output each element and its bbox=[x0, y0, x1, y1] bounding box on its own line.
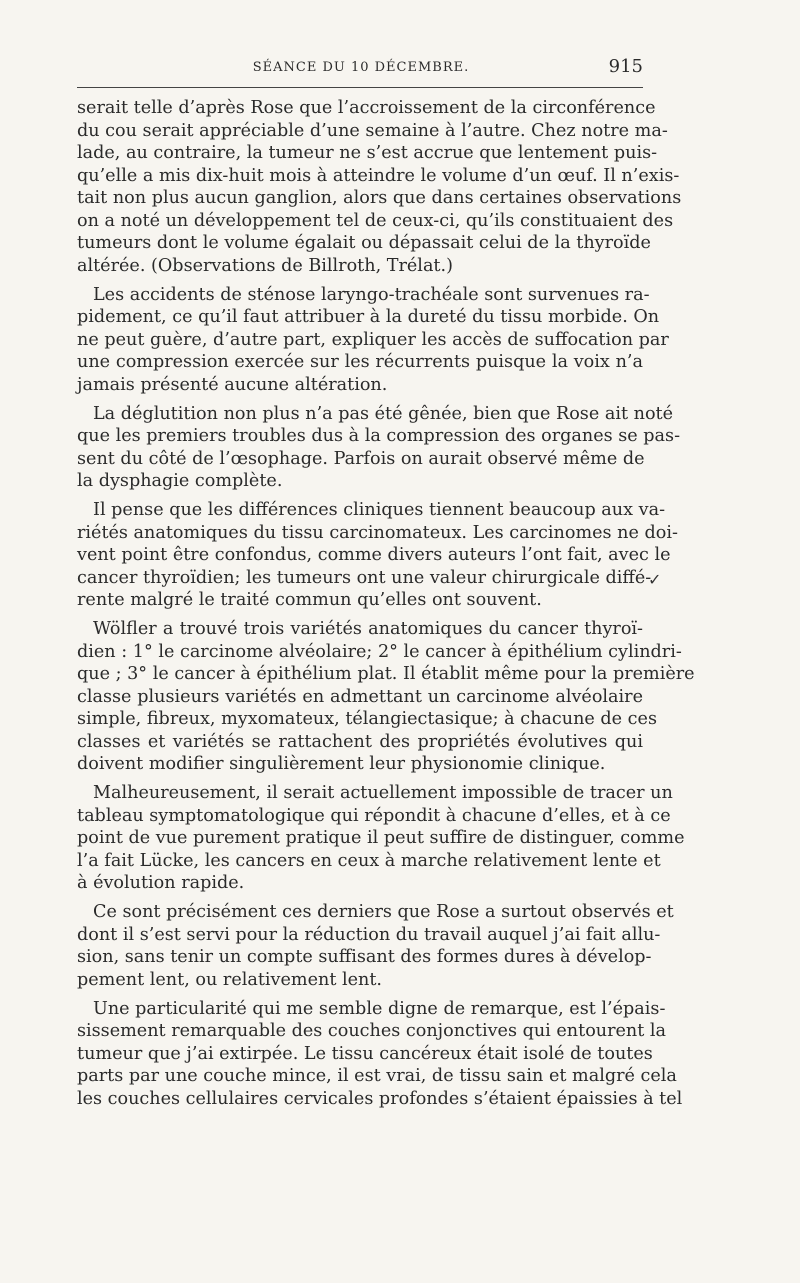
running-title: SÉANCE DU 10 DÉCEMBRE. bbox=[252, 60, 470, 75]
text-line: sissement remarquable des couches conjonctives qui entourent la bbox=[77, 1021, 667, 1041]
text-line: que les premiers troubles dus à la compression des organes se pas- bbox=[77, 426, 681, 446]
text-line: jamais présenté aucune altération. bbox=[77, 374, 388, 395]
text-line: Une particularité qui me semble digne de remarque, est l’épais- bbox=[93, 998, 666, 1019]
text-line: tableau symptomatologique qui répondit à chacune d’elles, et à ce bbox=[77, 805, 671, 826]
paragraph bbox=[77, 998, 683, 1111]
text-line: les couches cellulaires cervicales profondes s’étaient épaissies à tel bbox=[77, 1088, 683, 1109]
text-line: sion, sans tenir un compte suffisant des formes dures à dévelop- bbox=[77, 947, 652, 967]
text-line: lade, au contraire, la tumeur ne s’est accrue que lentement puis- bbox=[77, 143, 658, 163]
text-line: rente malgré le traité commun qu’elles ont souvent. bbox=[77, 590, 542, 610]
text-line: dont il s’est servi pour la réduction du travail auquel j’ai fait allu- bbox=[77, 924, 661, 945]
text-line: Les accidents de sténose laryngo-trachéale sont survenues ra- bbox=[93, 284, 650, 305]
paragraph bbox=[77, 618, 695, 776]
paragraph bbox=[77, 499, 678, 612]
header-rule bbox=[77, 87, 643, 88]
text-line: serait telle d’après Rose que l’accroissement de la circonférence bbox=[77, 98, 656, 118]
text-line: tumeurs dont le volume égalait ou dépassait celui de la thyroïde bbox=[77, 233, 651, 253]
text-line: tumeur que j’ai extirpée. Le tissu cancéreux était isolé de toutes bbox=[77, 1043, 653, 1064]
text-line: Ce sont précisément ces derniers que Rose a surtout observés et bbox=[93, 902, 674, 922]
text-line: pidement, ce qu’il faut attribuer à la dureté du tissu morbide. On bbox=[77, 307, 660, 327]
text-line: pement lent, ou relativement lent. bbox=[77, 969, 383, 990]
text-line: la dysphagie complète. bbox=[77, 471, 283, 491]
text-line: Il pense que les différences cliniques tiennent beaucoup aux va- bbox=[93, 500, 666, 520]
text-line: qu’elle a mis dix-huit mois à atteindre le volume d’un œuf. Il n’exis- bbox=[77, 165, 680, 186]
paragraph bbox=[77, 782, 685, 895]
paragraph bbox=[77, 901, 674, 991]
text-line: l’a fait Lücke, les cancers en ceux à marche relativement lente et bbox=[77, 850, 661, 871]
text-line: que ; 3° le cancer à épithélium plat. Il établit même pour la première bbox=[77, 664, 695, 684]
text-line: on a noté un développement tel de ceux-ci, qu’ils constituaient des bbox=[77, 210, 674, 231]
page-number: 915 bbox=[608, 56, 643, 77]
text-line: classes et variétés se rattachent des propriétés évolutives qui bbox=[77, 731, 643, 752]
text-line: ne peut guère, d’autre part, expliquer les accès de suffocation par bbox=[77, 329, 669, 350]
text-line: cancer thyroïdien; les tumeurs ont une valeur chirurgicale diffé- bbox=[77, 567, 652, 588]
text-line: une compression exercée sur les récurrents puisque la voix n’a bbox=[77, 352, 643, 372]
paragraph bbox=[77, 403, 681, 493]
text-line: Malheureusement, il serait actuellement impossible de tracer un bbox=[93, 783, 673, 803]
margin-check-mark: ✓ bbox=[648, 570, 662, 589]
text-line: doivent modifier singulièrement leur physionomie clinique. bbox=[77, 754, 606, 774]
text-line: simple, fibreux, myxomateux, télangiectasique; à chacune de ces bbox=[77, 709, 657, 729]
text-line: du cou serait appréciable d’une semaine à l’autre. Chez notre ma- bbox=[77, 120, 668, 141]
text-line: vent point être confondus, comme divers auteurs l’ont fait, avec le bbox=[77, 545, 671, 565]
text-line: Wölfler a trouvé trois variétés anatomiques du cancer thyroï- bbox=[93, 619, 643, 639]
paragraph bbox=[77, 284, 669, 397]
paragraph bbox=[77, 97, 682, 277]
text-line: point de vue purement pratique il peut suffire de distinguer, comme bbox=[77, 828, 685, 848]
body-text bbox=[77, 97, 695, 1117]
text-line: sent du côté de l’œsophage. Parfois on aurait observé même de bbox=[77, 448, 645, 469]
text-line: à évolution rapide. bbox=[77, 873, 245, 893]
text-line: riétés anatomiques du tissu carcinomateux. Les carcinomes ne doi- bbox=[77, 522, 678, 543]
text-line: tait non plus aucun ganglion, alors que dans certaines observations bbox=[77, 188, 682, 208]
text-line: parts par une couche mince, il est vrai, de tissu sain et malgré cela bbox=[77, 1066, 677, 1086]
text-line: altérée. (Observations de Billroth, Trélat.) bbox=[77, 255, 453, 276]
text-line: dien : 1° le carcinome alvéolaire; 2° le cancer à épithélium cylindri- bbox=[77, 641, 682, 662]
text-line: La déglutition non plus n’a pas été gênée, bien que Rose ait noté bbox=[93, 403, 674, 424]
text-line: classe plusieurs variétés en admettant un carcinome alvéolaire bbox=[77, 686, 643, 707]
running-head bbox=[77, 52, 645, 82]
